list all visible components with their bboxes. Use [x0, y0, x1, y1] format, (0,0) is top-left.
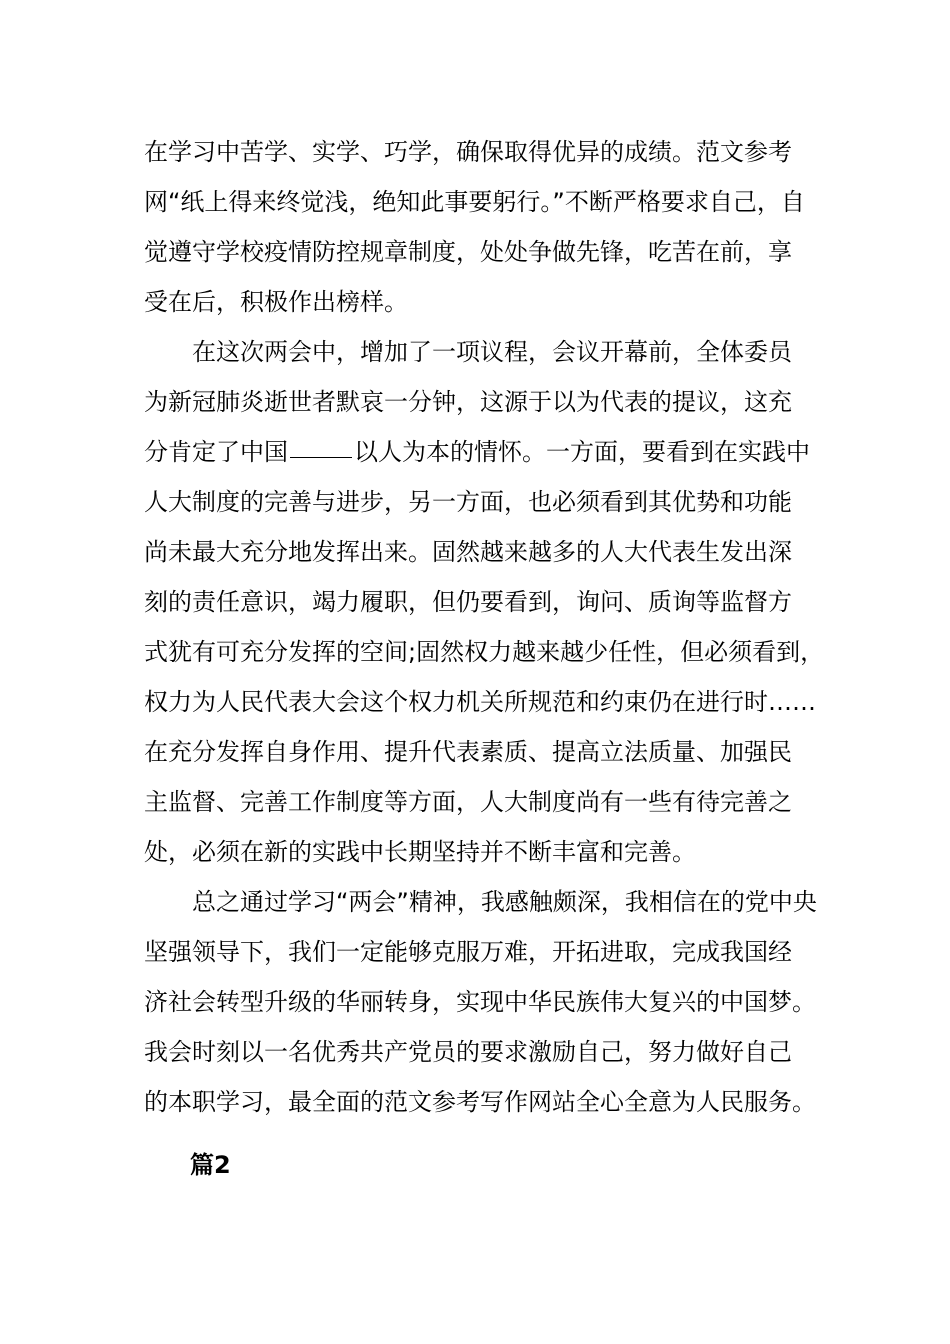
- paragraph-3: [144, 877, 817, 1127]
- text-line: 式犹有可充分发挥的空间;固然权力越来越少任性，但必须看到，: [144, 638, 825, 666]
- text-fragment: 分肯定了中国: [144, 438, 288, 466]
- text-line: 为新冠肺炎逝世者默哀一分钟，这源于以为代表的提议，这充: [144, 388, 792, 416]
- text-line: 济社会转型升级的华丽转身，实现中华民族伟大复兴的中国梦。: [144, 988, 816, 1016]
- text-line: 刻的责任意识，竭力履职，但仍要看到，询问、质询等监督方: [144, 588, 792, 616]
- text-line: 尚未最大充分地发挥出来。固然越来越多的人大代表生发出深: [144, 538, 792, 566]
- text-line: 的本职学习，最全面的范文参考写作网站全心全意为人民服务。: [144, 1088, 816, 1116]
- text-line: 主监督、完善工作制度等方面，人大制度尚有一些有待完善之: [144, 788, 792, 816]
- paragraph-2: [144, 327, 825, 877]
- text-line: 人大制度的完善与进步，另一方面，也必须看到其优势和功能: [144, 488, 792, 516]
- fill-in-blank: [290, 433, 352, 458]
- text-line: 在充分发挥自身作用、提升代表素质、提高立法质量、加强民: [144, 738, 792, 766]
- text-line: 觉遵守学校疫情防控规章制度，处处争做先锋，吃苦在前，享: [144, 238, 792, 266]
- text-line: 总之通过学习“两会”精神，我感触颇深，我相信在的党中央: [192, 888, 817, 916]
- text-fragment: 以人为本的情怀。一方面，要看到在实践中: [354, 438, 810, 466]
- text-line: 在学习中苦学、实学、巧学，确保取得优异的成绩。范文参考: [144, 138, 792, 166]
- document-body: [144, 127, 825, 1127]
- text-line: 在这次两会中，增加了一项议程，会议开幕前，全体委员: [192, 338, 792, 366]
- text-line: 处，必须在新的实践中长期坚持并不断丰富和完善。: [144, 838, 696, 866]
- paragraph-1: [144, 127, 814, 327]
- section-heading: 篇2: [190, 1151, 231, 1179]
- text-line: 权力为人民代表大会这个权力机关所规范和约束仍在进行时……: [144, 688, 816, 716]
- text-line-with-blank: [144, 427, 814, 477]
- text-line: 坚强领导下，我们一定能够克服万难，开拓进取，完成我国经: [144, 938, 792, 966]
- text-line: 网“纸上得来终觉浅，绝知此事要躬行。”不断严格要求自己，自: [144, 188, 805, 216]
- text-line: 受在后，积极作出榜样。: [144, 288, 408, 316]
- text-line: 我会时刻以一名优秀共产党员的要求激励自己，努力做好自己: [144, 1038, 792, 1066]
